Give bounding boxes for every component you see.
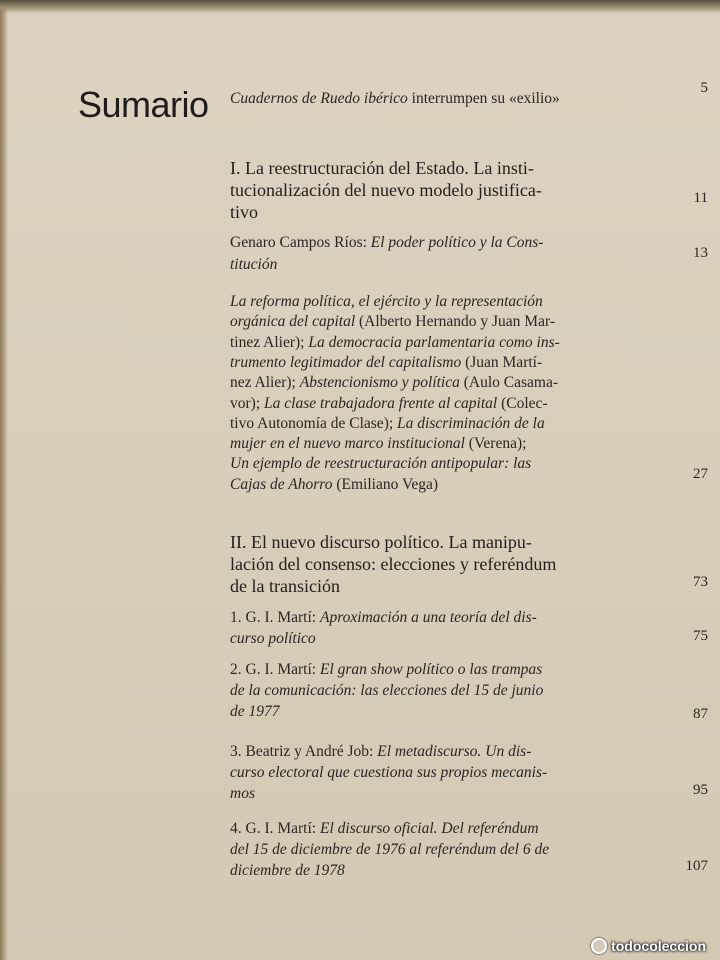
toc-entry-text: nez Alier);	[230, 374, 300, 392]
toc-entry-line	[230, 413, 545, 435]
section-heading-line: I. La reestructuración del Estado. La insti-	[230, 158, 534, 178]
page-top-edge	[0, 0, 720, 14]
toc-entry-text: 2. G. I. Martí:	[230, 661, 320, 678]
toc-entry-line	[230, 332, 560, 354]
toc-entry-title: El metadiscurso. Un dis-	[377, 743, 532, 760]
toc-entry-title: La reforma política, el ejército y la representación	[230, 293, 543, 310]
toc-page-number: 95	[693, 782, 708, 798]
toc-entry-text: tinez Alier);	[230, 333, 309, 351]
toc-entry-line: titución	[230, 256, 278, 273]
toc-entry-line	[230, 372, 558, 394]
toc-intro-text: interrumpen su «exilio»	[407, 90, 560, 107]
toc-entry-text: tivo Autonomía de Clase);	[230, 414, 398, 432]
toc-page-number: 87	[693, 706, 708, 722]
toc-entry-title: El discurso oficial. Del referéndum	[319, 820, 539, 837]
toc-entry-title: La discriminación de la	[397, 414, 545, 432]
toc-entry-line	[230, 291, 543, 313]
page-title: Sumario	[78, 84, 209, 125]
toc-entry-title: curso político	[230, 630, 316, 647]
toc-entry-title: de la comunicación: las elecciones del 15 de junio	[230, 682, 544, 699]
toc-entry-line	[230, 232, 543, 254]
watermark	[591, 938, 706, 954]
toc-entry-line	[230, 453, 531, 475]
toc-intro-italic: Cuadernos de Ruedo ibérico	[230, 90, 408, 107]
toc-entry-line	[230, 860, 345, 882]
toc-entry-title: del 15 de diciembre de 1976 al referéndum del 6 de	[230, 841, 550, 858]
toc-entry-title: mujer en el nuevo marco institucional	[230, 435, 465, 453]
toc-entry-title: La clase trabajadora frente al capital	[264, 394, 498, 412]
toc-entry-line	[230, 474, 438, 496]
toc-entry-title: Abstencionismo y política	[299, 374, 460, 392]
toc-entry-title: El gran show político o las trampas	[319, 661, 543, 678]
toc-entry-line	[230, 701, 280, 723]
toc-page-number: 75	[693, 628, 708, 644]
toc-page-number: 107	[685, 858, 708, 874]
toc-entry-text: (Colec-	[497, 394, 548, 412]
toc-entry-text: (Juan Martí-	[461, 353, 543, 371]
toc-entry-title: orgánica del capital	[230, 313, 356, 331]
toc-entry-line	[230, 607, 537, 629]
toc-entry-title: trumento legitimador del capitalismo	[230, 353, 462, 371]
toc-entry-line	[230, 311, 555, 333]
toc-entry-title: de 1977	[230, 703, 280, 720]
toc-entry-title: La democracia parlamentaria como ins-	[308, 333, 560, 351]
toc-entry-text: 1. G. I. Martí:	[230, 609, 320, 626]
toc-entry-line	[230, 680, 543, 702]
page-left-edge	[0, 0, 8, 960]
toc-page-number: 27	[693, 466, 708, 482]
toc-entry-line	[230, 393, 548, 415]
toc-entry-line	[230, 352, 542, 374]
toc-entry-line	[230, 762, 547, 784]
section-heading-line: de la transición	[230, 576, 340, 596]
toc-entry-line	[230, 741, 531, 763]
toc-entry-author: Genaro Campos Ríos:	[230, 234, 371, 251]
toc-entry-title: curso electoral que cuestiona sus propios mecanis-	[230, 764, 548, 781]
section-heading-line: II. El nuevo discurso político. La manipu-	[230, 532, 532, 552]
toc-entry-line	[230, 433, 526, 455]
toc-entry-line	[230, 659, 542, 681]
toc-entry-title: diciembre de 1978	[230, 862, 345, 879]
toc-entry-line	[230, 628, 316, 650]
watermark-logo-icon	[591, 938, 607, 954]
section-heading-line: lación del consenso: elecciones y referéndum	[230, 554, 557, 574]
toc-entry-title: Un ejemplo de reestructuración antipopular: las	[230, 455, 532, 473]
toc-entry-text: (Alberto Hernando y Juan Mar-	[355, 313, 555, 331]
toc-entry-text: 3. Beatriz y André Job:	[230, 743, 378, 760]
toc-entry-text: (Verena);	[464, 435, 527, 453]
toc-entry-text: (Aulo Casama-	[459, 374, 559, 392]
toc-entry-text: (Emiliano Vega)	[332, 475, 439, 493]
section-heading-line: tucionalización del nuevo modelo justifica-	[230, 180, 542, 200]
toc-intro	[230, 88, 560, 110]
section-heading-line: tivo	[230, 202, 259, 222]
toc-entry-line	[230, 818, 539, 840]
toc-entry-text: 4. G. I. Martí:	[230, 820, 320, 837]
toc-entry-line	[230, 839, 549, 861]
toc-entry-title: Cajas de Ahorro	[230, 475, 333, 493]
toc-entry-text: vor);	[230, 394, 265, 412]
toc-page-number: 13	[693, 245, 708, 261]
toc-entry-line	[230, 783, 255, 805]
toc-entry-title: Aproximación a una teoría del dis-	[319, 609, 537, 626]
toc-entry-title: El poder político y la Cons-	[370, 234, 544, 251]
toc-page-number: 73	[693, 574, 708, 590]
toc-page-number: 11	[693, 190, 708, 206]
toc-page-number: 5	[700, 80, 708, 96]
toc-entry-title: mos	[230, 785, 255, 802]
watermark-text: todocoleccion	[611, 938, 706, 954]
